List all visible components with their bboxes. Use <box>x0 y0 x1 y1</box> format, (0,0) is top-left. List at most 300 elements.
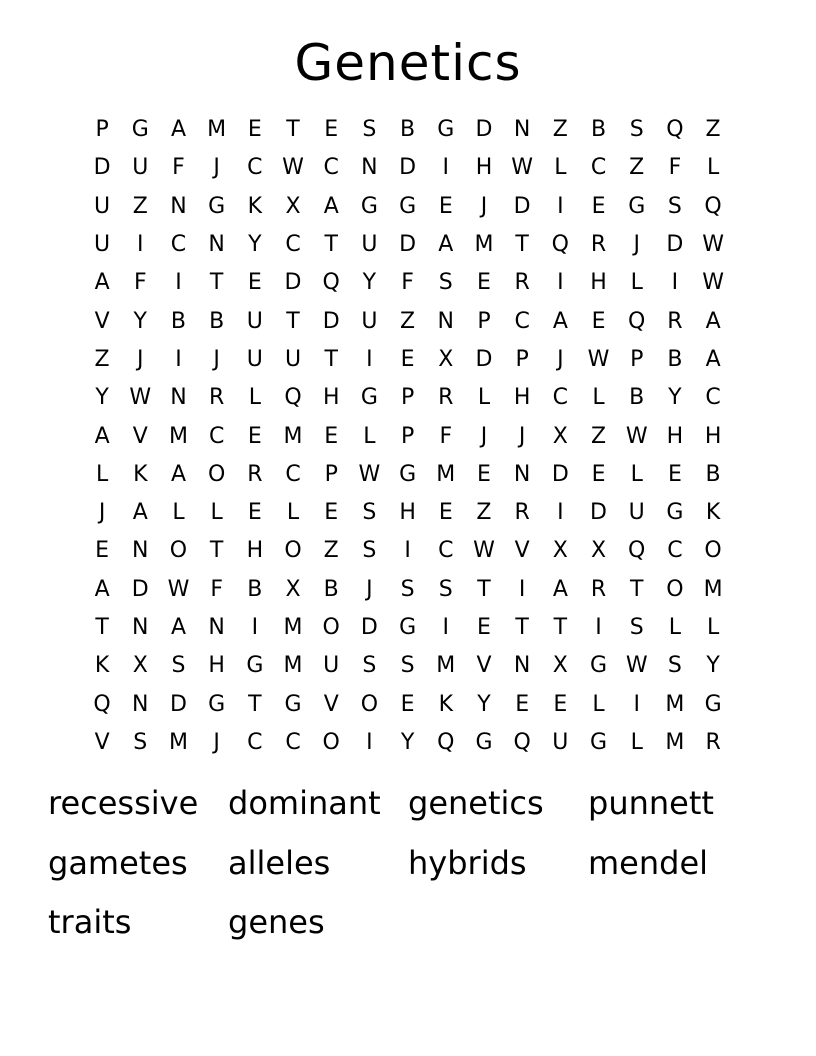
grid-letter: E <box>247 500 262 526</box>
grid-letter: D <box>666 232 684 258</box>
grid-letter: D <box>131 576 149 602</box>
grid-row <box>83 341 733 379</box>
grid-letter: G <box>704 691 722 717</box>
grid-letter: F <box>133 270 147 296</box>
grid-letter: C <box>208 423 225 449</box>
grid-letter: G <box>208 193 226 219</box>
grid-letter: F <box>439 423 453 449</box>
grid-letter: I <box>518 576 526 602</box>
grid-letter: J <box>137 346 144 372</box>
word-bank-item: punnett <box>588 784 714 822</box>
grid-letter: C <box>285 729 301 755</box>
grid-letter: M <box>436 461 456 487</box>
grid-letter: B <box>629 385 645 411</box>
grid-letter: D <box>284 270 302 296</box>
grid-letter: N <box>132 615 149 640</box>
grid-letter: I <box>557 193 564 219</box>
grid-letter: W <box>511 155 534 181</box>
grid-letter: A <box>170 117 186 143</box>
grid-letter: N <box>208 232 225 258</box>
grid-letter: L <box>668 615 682 640</box>
grid-letter: O <box>322 615 340 640</box>
grid-letter: S <box>667 193 682 219</box>
grid-letter: J <box>633 232 640 258</box>
grid-letter: J <box>213 155 220 181</box>
grid-letter: O <box>169 538 188 564</box>
grid-letter: L <box>248 385 261 411</box>
grid-letter: S <box>400 576 415 602</box>
grid-letter: U <box>284 346 302 372</box>
grid-letter: P <box>630 346 644 372</box>
word-bank <box>48 778 768 957</box>
grid-letter: A <box>94 423 110 449</box>
grid-letter: H <box>475 155 493 181</box>
grid-letter: X <box>590 538 607 564</box>
grid-letter: S <box>133 729 148 755</box>
grid-letter: G <box>399 461 417 487</box>
grid-letter: G <box>284 691 302 717</box>
grid-letter: I <box>175 270 182 296</box>
word-bank-item: recessive <box>48 784 199 822</box>
grid-letter: F <box>210 576 223 602</box>
grid-letter: Z <box>323 538 339 564</box>
grid-letter: Z <box>132 193 148 219</box>
grid-letter: X <box>438 346 454 372</box>
grid-letter: W <box>167 576 190 602</box>
grid-letter: Q <box>704 193 722 219</box>
grid-letter: U <box>246 346 263 372</box>
grid-letter: E <box>324 500 339 526</box>
grid-letter: C <box>667 538 683 564</box>
grid-letter: B <box>667 346 683 372</box>
grid-letter: C <box>323 155 339 181</box>
grid-letter: A <box>132 500 148 526</box>
grid-letter: A <box>705 346 721 372</box>
grid-row <box>83 609 733 647</box>
grid-letter: G <box>666 500 684 526</box>
grid-letter: L <box>477 385 491 411</box>
grid-letter: Q <box>437 729 455 755</box>
grid-row <box>83 111 733 149</box>
grid-letter: J <box>518 423 526 449</box>
grid-letter: T <box>515 232 529 258</box>
grid-letter: M <box>168 729 188 755</box>
grid-letter: N <box>513 117 531 143</box>
grid-letter: D <box>93 155 111 181</box>
grid-letter: C <box>247 155 263 181</box>
grid-letter: Q <box>666 117 684 143</box>
grid-letter: D <box>475 346 493 372</box>
grid-row <box>83 494 733 532</box>
grid-row <box>83 188 733 226</box>
grid-letter: O <box>284 538 302 564</box>
grid-letter: J <box>480 423 488 449</box>
grid-letter: C <box>705 385 721 411</box>
page-title: Genetics <box>294 34 522 92</box>
letter-grid <box>83 111 733 762</box>
grid-letter: Q <box>628 538 646 564</box>
grid-letter: G <box>475 729 493 755</box>
grid-letter: A <box>552 576 568 602</box>
grid-letter: E <box>247 423 262 449</box>
grid-letter: Y <box>95 385 109 411</box>
grid-letter: Y <box>477 691 491 717</box>
grid-letter: T <box>95 615 109 640</box>
grid-letter: H <box>246 538 264 564</box>
grid-letter: M <box>436 653 456 679</box>
grid-row <box>83 724 733 762</box>
grid-letter: T <box>629 576 644 602</box>
grid-letter: E <box>591 308 606 334</box>
word-bank-item: dominant <box>228 784 381 822</box>
grid-letter: R <box>590 576 607 602</box>
grid-letter: E <box>438 193 453 219</box>
grid-letter: U <box>94 232 111 258</box>
grid-letter: H <box>399 500 416 526</box>
grid-letter: O <box>704 538 722 564</box>
grid-letter: I <box>175 346 182 372</box>
grid-letter: P <box>324 461 338 487</box>
grid-letter: O <box>207 461 226 487</box>
grid-letter: Q <box>284 385 302 411</box>
grid-letter: C <box>552 385 569 411</box>
grid-letter: Y <box>706 653 720 679</box>
grid-letter: W <box>702 232 724 258</box>
grid-letter: M <box>665 691 685 717</box>
grid-letter: L <box>630 270 643 296</box>
grid-letter: D <box>513 193 531 219</box>
grid-letter: U <box>323 653 340 679</box>
grid-letter: T <box>553 615 568 640</box>
grid-letter: Z <box>94 346 110 372</box>
grid-letter: I <box>442 155 450 181</box>
word-bank-item: genetics <box>408 784 544 822</box>
grid-letter: W <box>129 385 152 411</box>
grid-row <box>83 226 733 264</box>
grid-letter: N <box>513 461 531 487</box>
grid-letter: P <box>400 423 415 449</box>
grid-letter: G <box>628 193 646 219</box>
grid-letter: I <box>366 729 373 755</box>
grid-letter: H <box>513 385 531 411</box>
grid-letter: R <box>667 308 683 334</box>
grid-letter: E <box>247 270 262 296</box>
grid-letter: J <box>213 729 220 755</box>
grid-letter: W <box>587 346 610 372</box>
grid-letter: Z <box>476 500 492 526</box>
grid-row <box>83 149 733 187</box>
grid-letter: J <box>557 346 564 372</box>
grid-letter: S <box>667 653 682 679</box>
grid-letter: H <box>322 385 340 411</box>
grid-letter: D <box>399 155 417 181</box>
grid-letter: U <box>628 500 645 526</box>
grid-letter: K <box>247 193 263 219</box>
grid-letter: E <box>515 691 530 717</box>
grid-letter: I <box>633 691 640 717</box>
grid-letter: H <box>704 423 722 449</box>
grid-letter: M <box>283 615 303 640</box>
grid-letter: X <box>132 653 148 679</box>
grid-letter: N <box>170 385 187 411</box>
grid-letter: B <box>590 117 607 143</box>
grid-letter: K <box>438 691 453 717</box>
grid-letter: H <box>208 653 225 679</box>
grid-letter: L <box>210 500 223 526</box>
grid-letter: R <box>514 500 530 526</box>
grid-letter: G <box>590 653 608 679</box>
grid-letter: S <box>629 615 644 640</box>
grid-letter: S <box>362 117 377 143</box>
grid-row <box>83 417 733 455</box>
grid-letter: M <box>207 117 227 143</box>
grid-letter: N <box>361 155 378 181</box>
grid-letter: I <box>442 615 450 640</box>
grid-row <box>83 685 733 723</box>
grid-letter: G <box>399 615 417 640</box>
grid-letter: E <box>667 461 682 487</box>
grid-letter: P <box>515 346 529 372</box>
grid-letter: T <box>515 615 529 640</box>
grid-letter: Z <box>590 423 607 449</box>
grid-letter: P <box>400 385 415 411</box>
grid-letter: E <box>247 117 262 143</box>
grid-letter: X <box>552 653 568 679</box>
grid-letter: O <box>322 729 340 755</box>
grid-letter: L <box>363 423 376 449</box>
grid-letter: V <box>94 308 110 334</box>
grid-letter: Q <box>93 691 111 717</box>
grid-letter: S <box>362 653 377 679</box>
grid-letter: M <box>703 576 723 602</box>
grid-letter: Y <box>668 385 682 411</box>
grid-letter: T <box>209 538 224 564</box>
grid-letter: D <box>475 117 493 143</box>
grid-letter: A <box>705 308 721 334</box>
grid-letter: R <box>209 385 225 411</box>
grid-letter: L <box>630 461 643 487</box>
grid-row <box>83 647 733 685</box>
grid-letter: G <box>360 385 378 411</box>
grid-letter: V <box>132 423 148 449</box>
grid-letter: S <box>400 653 415 679</box>
grid-letter: C <box>285 232 301 258</box>
grid-letter: G <box>246 653 264 679</box>
grid-letter: E <box>400 691 415 717</box>
grid-letter: G <box>399 193 417 219</box>
grid-letter: Y <box>248 232 262 258</box>
grid-letter: W <box>625 423 648 449</box>
grid-letter: L <box>172 500 185 526</box>
grid-letter: U <box>552 729 569 755</box>
grid-letter: S <box>362 538 377 564</box>
grid-letter: T <box>477 576 491 602</box>
grid-letter: Z <box>400 308 416 334</box>
grid-letter: I <box>557 270 564 296</box>
grid-letter: I <box>404 538 411 564</box>
grid-letter: W <box>282 155 304 181</box>
grid-letter: E <box>438 500 453 526</box>
grid-letter: A <box>438 232 454 258</box>
grid-letter: U <box>361 308 378 334</box>
grid-letter: I <box>557 500 564 526</box>
grid-letter: J <box>213 346 220 372</box>
grid-letter: L <box>706 155 720 181</box>
grid-letter: W <box>625 653 648 679</box>
grid-letter: N <box>132 538 149 564</box>
grid-letter: F <box>401 270 414 296</box>
grid-letter: A <box>170 615 186 640</box>
grid-letter: T <box>209 270 224 296</box>
grid-letter: C <box>514 308 530 334</box>
grid-letter: K <box>133 461 148 487</box>
grid-letter: U <box>361 232 378 258</box>
grid-letter: R <box>247 461 263 487</box>
grid-letter: L <box>706 615 720 640</box>
grid-letter: U <box>94 193 111 219</box>
grid-letter: I <box>251 615 259 640</box>
grid-letter: C <box>438 538 454 564</box>
grid-letter: X <box>285 193 301 219</box>
grid-letter: T <box>286 308 300 334</box>
grid-letter: J <box>98 500 106 526</box>
grid-letter: C <box>247 729 263 755</box>
grid-letter: J <box>480 193 488 219</box>
grid-letter: V <box>476 653 492 679</box>
grid-letter: C <box>590 155 607 181</box>
grid-letter: S <box>362 500 377 526</box>
grid-letter: Y <box>133 308 147 334</box>
grid-letter: E <box>324 117 339 143</box>
grid-row <box>83 571 733 609</box>
grid-letter: E <box>591 461 606 487</box>
grid-letter: N <box>437 308 455 334</box>
grid-row <box>83 379 733 417</box>
grid-letter: O <box>666 576 684 602</box>
grid-letter: Q <box>551 232 569 258</box>
grid-letter: P <box>95 117 109 143</box>
grid-letter: M <box>168 423 188 449</box>
word-bank-item: traits <box>48 903 132 941</box>
grid-letter: D <box>322 308 340 334</box>
grid-letter: M <box>283 423 303 449</box>
grid-letter: D <box>399 232 417 258</box>
grid-letter: B <box>170 308 187 334</box>
grid-letter: L <box>630 729 643 755</box>
grid-letter: G <box>208 691 226 717</box>
grid-letter: B <box>247 576 263 602</box>
grid-letter: A <box>94 576 110 602</box>
grid-letter: N <box>208 615 225 640</box>
grid-letter: X <box>552 538 568 564</box>
grid-letter: G <box>360 193 378 219</box>
grid-letter: P <box>477 308 491 334</box>
grid-letter: L <box>95 461 109 487</box>
word-bank-item: hybrids <box>408 843 527 882</box>
word-bank-item: mendel <box>588 843 709 882</box>
grid-letter: I <box>671 270 679 296</box>
grid-letter: V <box>514 538 530 564</box>
grid-letter: S <box>629 117 644 143</box>
grid-letter: G <box>590 729 608 755</box>
grid-letter: E <box>400 346 415 372</box>
grid-letter: E <box>553 691 568 717</box>
grid-letter: W <box>358 461 381 487</box>
grid-letter: T <box>324 232 338 258</box>
grid-letter: C <box>170 232 187 258</box>
grid-row <box>83 456 733 494</box>
grid-letter: A <box>552 308 568 334</box>
grid-letter: L <box>592 691 605 717</box>
grid-letter: J <box>366 576 373 602</box>
grid-letter: N <box>132 691 149 717</box>
grid-letter: E <box>95 538 110 564</box>
grid-letter: E <box>477 615 491 640</box>
grid-letter: L <box>286 500 300 526</box>
grid-letter: T <box>286 117 300 143</box>
grid-letter: A <box>323 193 339 219</box>
grid-letter: R <box>590 232 607 258</box>
grid-letter: B <box>400 117 416 143</box>
grid-letter: Q <box>513 729 531 755</box>
grid-letter: I <box>595 615 602 640</box>
grid-letter: K <box>705 500 721 526</box>
grid-letter: L <box>592 385 605 411</box>
grid-letter: E <box>477 461 491 487</box>
grid-letter: B <box>209 308 225 334</box>
grid-letter: V <box>94 729 110 755</box>
grid-letter: Y <box>362 270 377 296</box>
grid-letter: T <box>248 691 262 717</box>
grid-letter: F <box>172 155 185 181</box>
grid-letter: X <box>285 576 301 602</box>
grid-letter: R <box>438 385 454 411</box>
grid-letter: L <box>554 155 567 181</box>
grid-letter: Q <box>322 270 340 296</box>
grid-letter: T <box>324 346 338 372</box>
grid-letter: A <box>94 270 110 296</box>
grid-letter: I <box>137 232 144 258</box>
grid-letter: R <box>514 270 530 296</box>
grid-letter: Z <box>552 117 568 143</box>
grid-letter: D <box>551 461 569 487</box>
grid-letter: S <box>438 270 453 296</box>
grid-letter: X <box>552 423 568 449</box>
word-bank-item: gametes <box>48 843 188 882</box>
grid-letter: Z <box>629 155 645 181</box>
grid-letter: E <box>591 193 606 219</box>
grid-letter: B <box>323 576 339 602</box>
grid-row <box>83 532 733 570</box>
grid-letter: V <box>323 691 339 717</box>
grid-letter: R <box>705 729 721 755</box>
grid-letter: D <box>169 691 187 717</box>
grid-letter: I <box>366 346 373 372</box>
grid-letter: O <box>360 691 379 717</box>
grid-row <box>83 264 733 302</box>
grid-letter: E <box>477 270 491 296</box>
grid-letter: B <box>705 461 721 487</box>
grid-letter: H <box>590 270 607 296</box>
grid-letter: D <box>360 615 378 640</box>
grid-letter: U <box>132 155 149 181</box>
grid-letter: U <box>246 308 263 334</box>
grid-letter: C <box>285 461 301 487</box>
grid-letter: M <box>665 729 685 755</box>
grid-letter: W <box>702 270 724 296</box>
grid-letter: K <box>94 653 110 679</box>
word-bank-item: genes <box>228 903 325 941</box>
